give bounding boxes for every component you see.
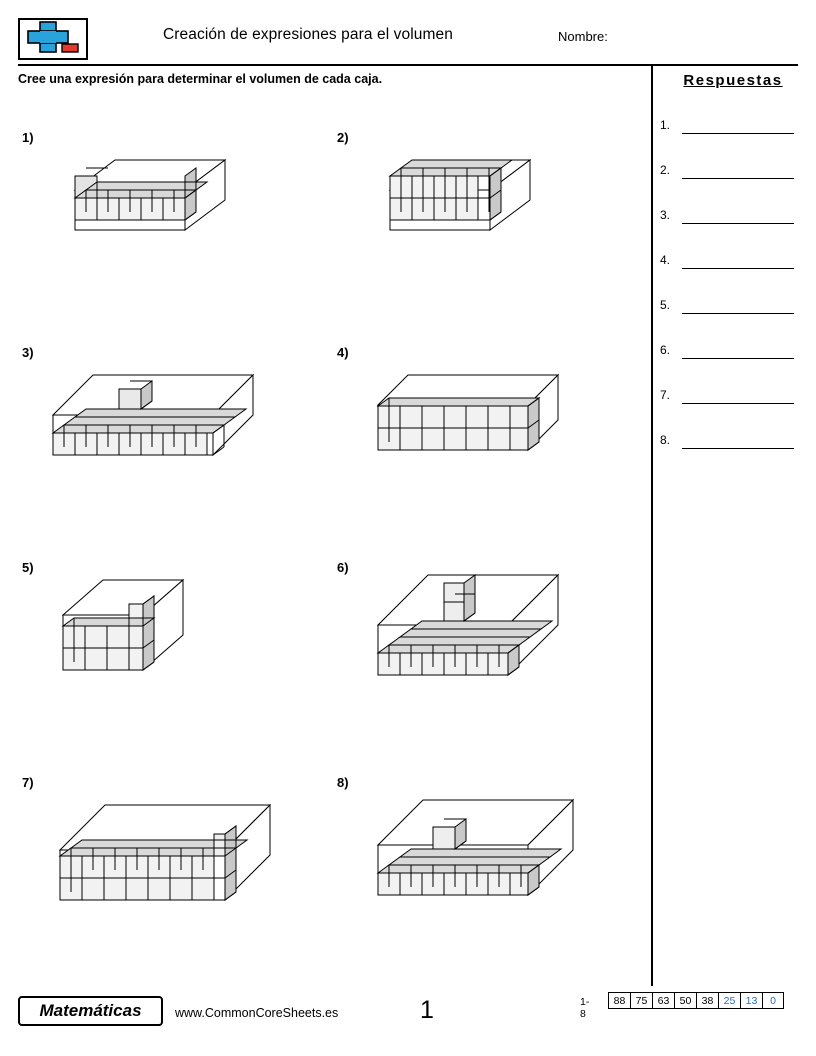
answer-number: 6. bbox=[660, 343, 671, 357]
problem-number: 5) bbox=[22, 560, 34, 575]
box-3d-figure-8 bbox=[363, 785, 603, 935]
box-3d-figure-1 bbox=[50, 140, 250, 270]
answer-row bbox=[660, 202, 798, 224]
logo-box bbox=[18, 18, 88, 60]
problem-number: 1) bbox=[22, 130, 34, 145]
problem-7 bbox=[20, 775, 330, 955]
answer-write-line[interactable] bbox=[682, 403, 794, 405]
answer-column-divider bbox=[651, 66, 653, 986]
brand-badge bbox=[18, 996, 163, 1026]
score-cell: 50 bbox=[674, 992, 696, 1009]
plus-logo-icon bbox=[20, 20, 86, 58]
answers-heading: Respuestas bbox=[683, 72, 783, 89]
answer-row bbox=[660, 427, 798, 449]
problem-6 bbox=[335, 560, 645, 740]
page-number: 1 bbox=[420, 996, 434, 1024]
score-range-label: 1-8 bbox=[580, 996, 590, 1020]
problem-2 bbox=[335, 130, 635, 290]
box-3d-figure-5 bbox=[48, 570, 228, 700]
problem-number: 6) bbox=[337, 560, 349, 575]
site-url: www.CommonCoreSheets.es bbox=[175, 1006, 339, 1020]
answer-write-line[interactable] bbox=[682, 268, 794, 270]
answer-write-line[interactable] bbox=[682, 133, 794, 135]
box-3d-figure-2 bbox=[365, 140, 565, 270]
answer-row bbox=[660, 157, 798, 179]
page-title: Creación de expresiones para el volumen bbox=[163, 26, 453, 43]
brand-label: Matemáticas bbox=[39, 1001, 142, 1020]
problem-8 bbox=[335, 775, 645, 955]
score-cell: 25 bbox=[718, 992, 740, 1009]
box-3d-figure-7 bbox=[40, 785, 290, 935]
answer-number: 7. bbox=[660, 388, 671, 402]
problem-1 bbox=[20, 130, 320, 290]
score-cell: 63 bbox=[652, 992, 674, 1009]
answer-row bbox=[660, 337, 798, 359]
problem-3 bbox=[20, 345, 330, 515]
problem-5 bbox=[20, 560, 320, 730]
answer-number: 2. bbox=[660, 163, 671, 177]
page-header bbox=[18, 18, 798, 62]
header-divider bbox=[18, 64, 798, 66]
box-3d-figure-6 bbox=[363, 565, 593, 715]
box-3d-figure-4 bbox=[363, 355, 583, 485]
answer-number: 8. bbox=[660, 433, 671, 447]
score-cells bbox=[608, 992, 784, 1009]
problem-number: 8) bbox=[337, 775, 349, 790]
answer-write-line[interactable] bbox=[682, 223, 794, 225]
problem-4 bbox=[335, 345, 645, 515]
problem-number: 3) bbox=[22, 345, 34, 360]
score-cell: 75 bbox=[630, 992, 652, 1009]
name-label: Nombre: bbox=[558, 29, 608, 44]
score-cell: 13 bbox=[740, 992, 762, 1009]
answer-row bbox=[660, 247, 798, 269]
score-cell: 38 bbox=[696, 992, 718, 1009]
answer-write-line[interactable] bbox=[682, 313, 794, 315]
answer-number: 1. bbox=[660, 118, 671, 132]
answer-write-line[interactable] bbox=[682, 358, 794, 360]
answer-number: 4. bbox=[660, 253, 671, 267]
problem-number: 7) bbox=[22, 775, 34, 790]
answer-row bbox=[660, 382, 798, 404]
instructions-text: Cree una expresión para determinar el volumen de cada caja. bbox=[18, 72, 383, 86]
answer-number: 5. bbox=[660, 298, 671, 312]
answer-write-line[interactable] bbox=[682, 448, 794, 450]
box-3d-figure-3 bbox=[38, 355, 278, 485]
score-cell: 0 bbox=[762, 992, 784, 1009]
answer-row bbox=[660, 112, 798, 134]
score-cell: 88 bbox=[608, 992, 630, 1009]
problem-number: 4) bbox=[337, 345, 349, 360]
answer-write-line[interactable] bbox=[682, 178, 794, 180]
answer-number: 3. bbox=[660, 208, 671, 222]
answer-row bbox=[660, 292, 798, 314]
problem-number: 2) bbox=[337, 130, 349, 145]
